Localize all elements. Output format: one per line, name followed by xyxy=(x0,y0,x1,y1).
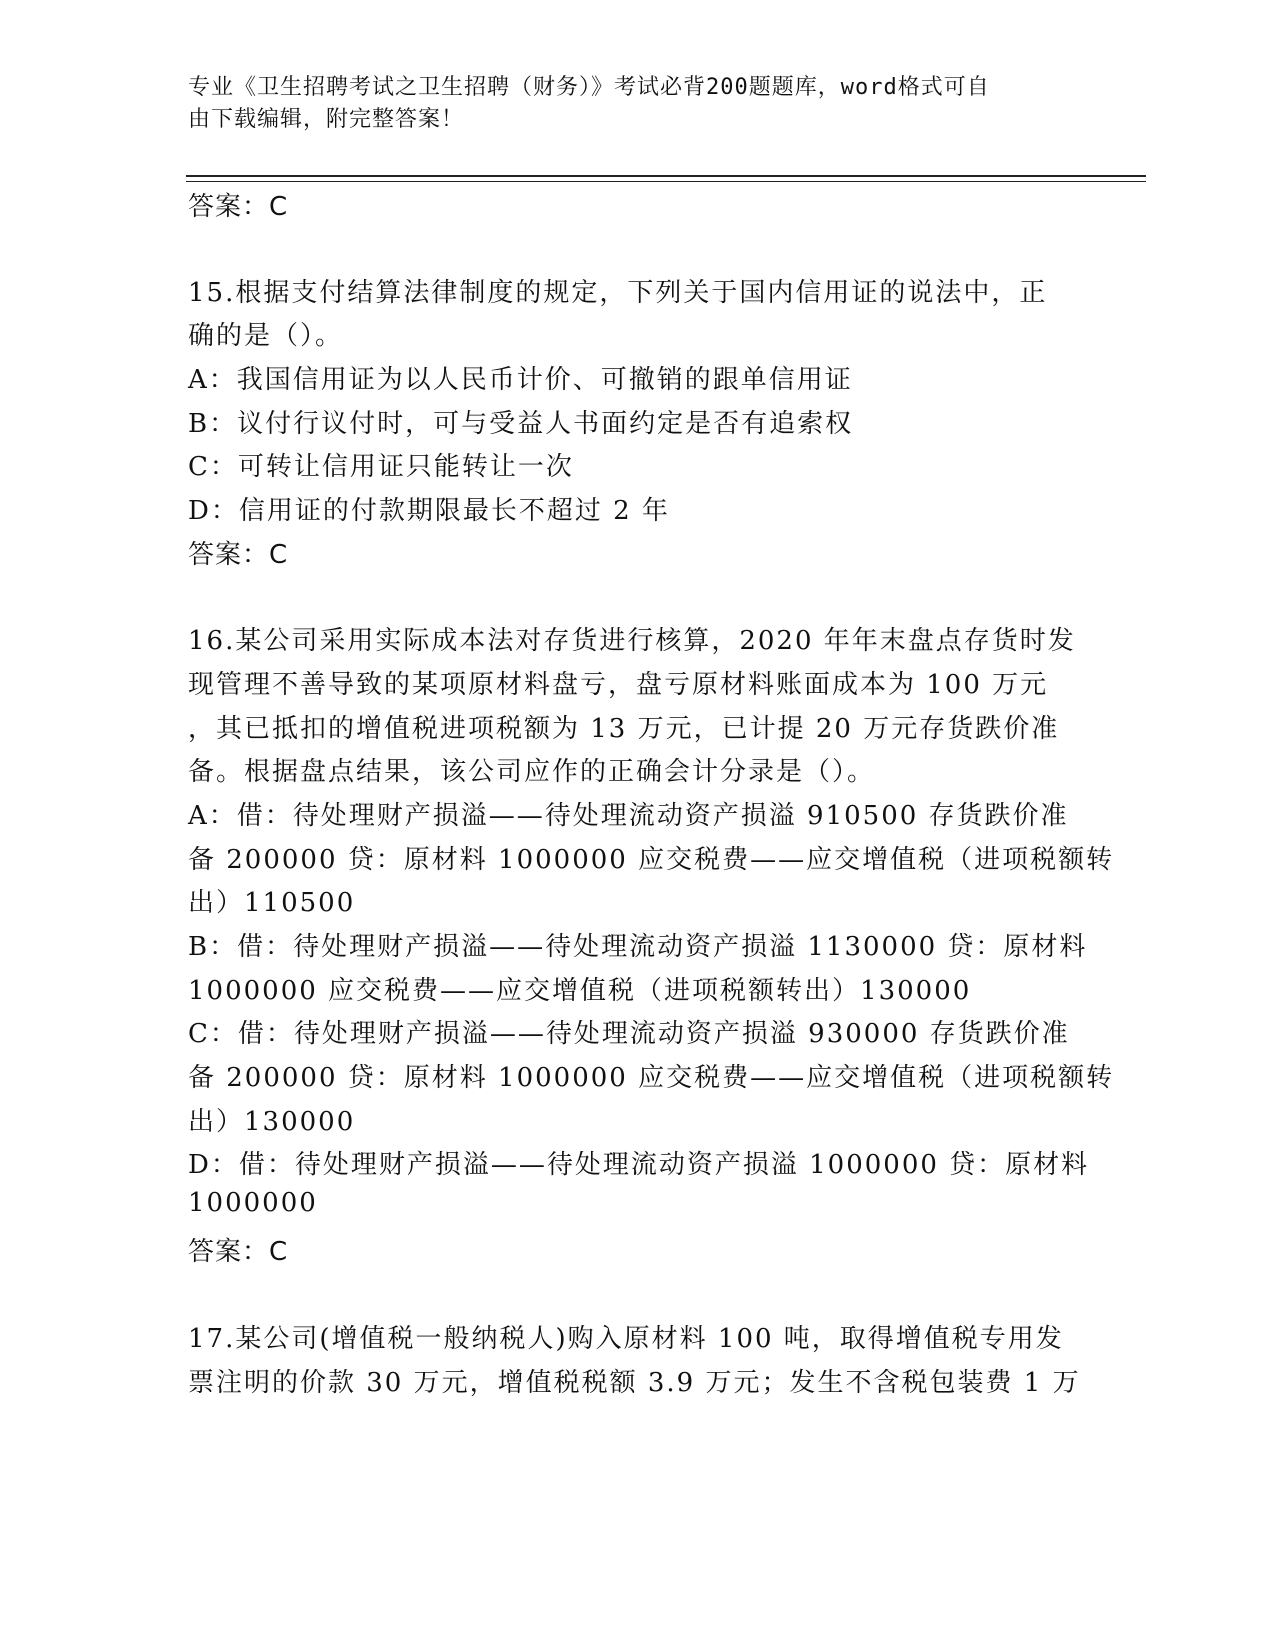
q15-stem-line-2: 确的是（）。 xyxy=(188,321,344,351)
q17-stem-line-2: 票注明的价款 30 万元，增值税税额 3.9 万元；发生不含税包装费 1 万 xyxy=(188,1368,1081,1398)
header-divider-thin xyxy=(186,181,1146,182)
q16-option-b-line-2: 1000000 应交税费——应交增值税（进项税额转出）130000 xyxy=(188,976,972,1006)
q15-option-d: D：信用证的付款期限最长不超过 2 年 xyxy=(188,496,670,526)
q15-option-a: A：我国信用证为以人民币计价、可撤销的跟单信用证 xyxy=(188,365,853,395)
q16-stem-line-1: 16.某公司采用实际成本法对存货进行核算，2020 年年末盘点存货时发 xyxy=(188,626,1076,656)
q16-stem-line-3: ，其已抵扣的增值税进项税额为 13 万元，已计提 20 万元存货跌价准 xyxy=(188,714,1060,744)
q16-option-d-line-1: D：借：待处理财产损溢——待处理流动资产损溢 1000000 贷：原材料 xyxy=(188,1150,1090,1180)
q16-stem-line-2: 现管理不善导致的某项原材料盘亏，盘亏原材料账面成本为 100 万元 xyxy=(188,670,1049,700)
q16-answer: 答案：C xyxy=(188,1237,289,1267)
q16-option-d-line-2: 1000000 xyxy=(188,1188,318,1218)
q15-option-b: B：议付行议付时，可与受益人书面约定是否有追索权 xyxy=(188,409,854,439)
q16-option-a-line-3: 出）110500 xyxy=(188,888,356,918)
header-line-2: 由下载编辑，附完整答案！ xyxy=(188,107,465,132)
answer-prev: 答案：C xyxy=(188,192,289,222)
q15-stem-line-1: 15.根据支付结算法律制度的规定，下列关于国内信用证的说法中，正 xyxy=(188,278,1048,308)
q17-stem-line-1: 17.某公司(增值税一般纳税人)购入原材料 100 吨，取得增值税专用发 xyxy=(188,1324,1064,1354)
q16-option-b-line-1: B：借：待处理财产损溢——待处理流动资产损溢 1130000 贷：原材料 xyxy=(188,932,1088,962)
header-line-1: 专业《卫生招聘考试之卫生招聘（财务）》考试必背200题题库，word格式可自 xyxy=(188,75,990,100)
page-header xyxy=(188,72,1088,136)
q16-option-a-line-2: 备 200000 贷：原材料 1000000 应交税费——应交增值税（进项税额转 xyxy=(188,845,1115,875)
q16-stem-line-4: 备。根据盘点结果，该公司应作的正确会计分录是（）。 xyxy=(188,757,876,787)
q15-option-c: C：可转让信用证只能转让一次 xyxy=(188,452,574,482)
q16-option-c-line-3: 出）130000 xyxy=(188,1107,356,1137)
q16-option-c-line-2: 备 200000 贷：原材料 1000000 应交税费——应交增值税（进项税额转 xyxy=(188,1063,1115,1093)
q15-answer: 答案：C xyxy=(188,540,289,570)
q16-option-a-line-1: A：借：待处理财产损溢——待处理流动资产损溢 910500 存货跌价准 xyxy=(188,801,1069,831)
q16-option-c-line-1: C：借：待处理财产损溢——待处理流动资产损溢 930000 存货跌价准 xyxy=(188,1019,1070,1049)
header-divider-thick xyxy=(186,175,1146,177)
